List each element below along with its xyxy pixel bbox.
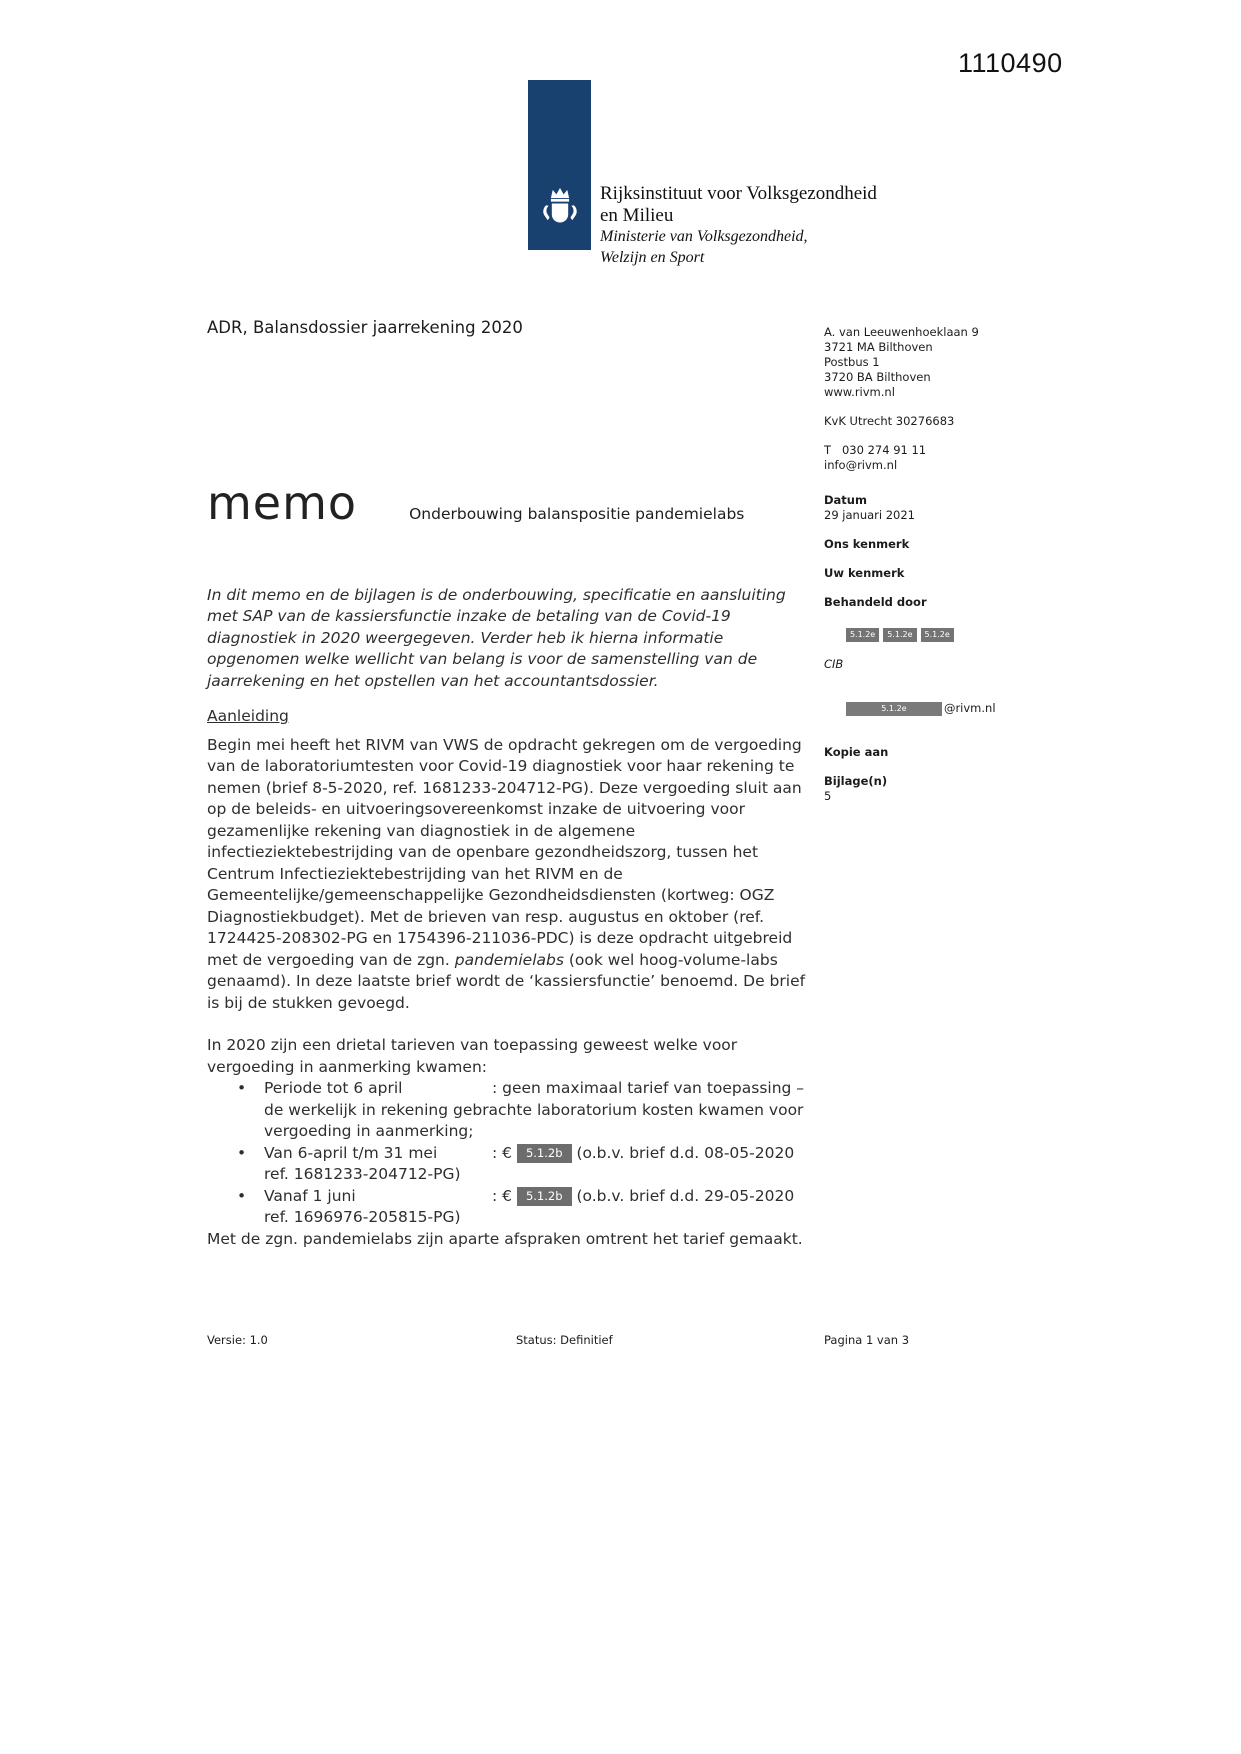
bullet-label: Vanaf 1 juni	[264, 1186, 356, 1205]
bullet-text: (o.b.v. brief d.d. 29-05-2020 ref. 1696976-205815-PG)	[264, 1186, 795, 1227]
behandeld-door-label: Behandeld door	[824, 595, 927, 609]
redaction-box: 5.1.2b	[517, 1144, 572, 1164]
footer-status: Status: Definitief	[516, 1333, 613, 1347]
bullet-text: (o.b.v. brief d.d. 08-05-2020 ref. 1681233-204712-PG)	[264, 1143, 795, 1184]
bullet-text: : €	[492, 1143, 517, 1162]
section-heading: Aanleiding	[207, 707, 289, 726]
redaction-box: 5.1.2e	[846, 702, 942, 716]
org-name-line1: Rijksinstituut voor Volksgezondheid	[600, 183, 877, 204]
footer-version: Versie: 1.0	[207, 1333, 268, 1347]
bullet-text: : €	[492, 1186, 517, 1205]
redaction-box: 5.1.2e	[921, 628, 954, 642]
paragraph-italic-term: pandemielabs	[454, 950, 564, 969]
redaction-box: 5.1.2b	[517, 1187, 572, 1207]
bullet-label: Van 6-april t/m 31 mei	[264, 1143, 438, 1162]
memo-body	[207, 478, 811, 1250]
coat-of-arms-icon	[540, 186, 580, 230]
ministry-line2: Welzijn en Sport	[600, 249, 705, 266]
ons-kenmerk-label: Ons kenmerk	[824, 537, 910, 551]
datum-label: Datum	[824, 493, 867, 507]
subject-line: ADR, Balansdossier jaarrekening 2020	[207, 318, 523, 337]
body-paragraph-2: In 2020 zijn een drietal tarieven van toepassing geweest welke voor vergoeding in aanmerking kwamen:	[207, 1036, 738, 1076]
uw-kenmerk-label: Uw kenmerk	[824, 566, 905, 580]
datum-value: 29 januari 2021	[824, 508, 916, 522]
intro-paragraph: In dit memo en de bijlagen is de onderbouwing, specificatie en aansluiting met SAP van de kassiersfunctie inzake de betaling van de Covid-19 diagnostiek in 2020 weergegeven. Verder heb ik hierna informatie opgenomen welke wellicht van belang is voor de samenstelling van de jaarrekening en het opstellen van het accountantsdossier.	[207, 585, 786, 690]
redaction-box: 5.1.2e	[883, 628, 916, 642]
footer-page-number: Pagina 1 van 3	[824, 1333, 910, 1347]
rivm-logo-wordmark	[600, 183, 877, 268]
behandeld-unit: CIB	[824, 657, 844, 671]
list-item	[264, 1186, 811, 1229]
letterhead-sidebar	[824, 325, 1044, 804]
list-item	[264, 1143, 811, 1186]
paragraph-text: Begin mei heeft het RIVM van VWS de opdracht gekregen om de vergoeding van de laboratoriumtesten voor Covid-19 diagnostiek voor haar rekening te nemen (brief 8-5-2020, ref. 1681233-204712-PG). Deze vergoeding sluit aan op de beleids- en uitvoeringsovereenkomst inzake de uitvoering voor gezamenlijke rekening van diagnostiek in de algemene infectieziektebestrijding van de openbare gezondheidszorg, tussen het Centrum Infectieziektebestrijding van het RIVM en de Gemeentelijke/gemeenschappelijke Gezondheidsdiensten (kortweg: OGZ Diagnostiekbudget). Met de brieven van resp. augustus en oktober (ref. 1724425-208302-PG en 1754396-211036-PDC) is deze opdracht uitgebreid met de vergoeding van de zgn.	[207, 735, 802, 969]
bijlage-value: 5	[824, 789, 832, 803]
rivm-logo-ribbon	[528, 80, 591, 250]
memo-subtitle: Onderbouwing balanspositie pandemielabs	[409, 505, 745, 523]
phone-line: T 030 274 91 11	[824, 443, 927, 457]
kvk-line: KvK Utrecht 30276683	[824, 414, 955, 428]
bijlage-label: Bijlage(n)	[824, 774, 888, 788]
paragraph-text: (ook wel hoog-volume-labs genaamd). In deze laatste brief wordt de ‘kassiersfunctie’ benoemd. De brief is bij de stukken gevoegd.	[207, 950, 806, 1012]
address-line: Postbus 1	[824, 355, 880, 369]
org-name-line2: en Milieu	[600, 204, 674, 226]
address-line: A. van Leeuwenhoeklaan 9	[824, 325, 979, 339]
redaction-box: 5.1.2e	[846, 628, 879, 642]
website-text: www.rivm.nl	[824, 385, 895, 399]
ministry-line1: Ministerie van Volksgezondheid,	[600, 228, 808, 245]
redacted-email-row	[824, 686, 1044, 731]
email-line: info@rivm.nl	[824, 458, 898, 472]
address-line: 3720 BA Bilthoven	[824, 370, 931, 384]
body-paragraph-1	[207, 735, 811, 1015]
document-number: 1110490	[958, 48, 1063, 78]
kopie-aan-label: Kopie aan	[824, 745, 889, 759]
body-paragraph-3: Met de zgn. pandemielabs zijn aparte afspraken omtrent het tarief gemaakt.	[207, 1229, 803, 1248]
bullet-text: : geen maximaal tarief van toepassing – de werkelijk in rekening gebrachte laboratorium kosten kwamen voor vergoeding in aanmerking;	[264, 1079, 805, 1141]
memo-header	[207, 478, 811, 529]
email-domain: @rivm.nl	[943, 701, 996, 715]
list-item	[264, 1078, 811, 1143]
behandeld-door-redactions	[824, 612, 1044, 657]
address-line: 3721 MA Bilthoven	[824, 340, 933, 354]
tariff-bullet-list	[207, 1078, 811, 1229]
memo-title: memo	[207, 476, 358, 530]
bullet-label: Periode tot 6 april	[264, 1079, 403, 1098]
